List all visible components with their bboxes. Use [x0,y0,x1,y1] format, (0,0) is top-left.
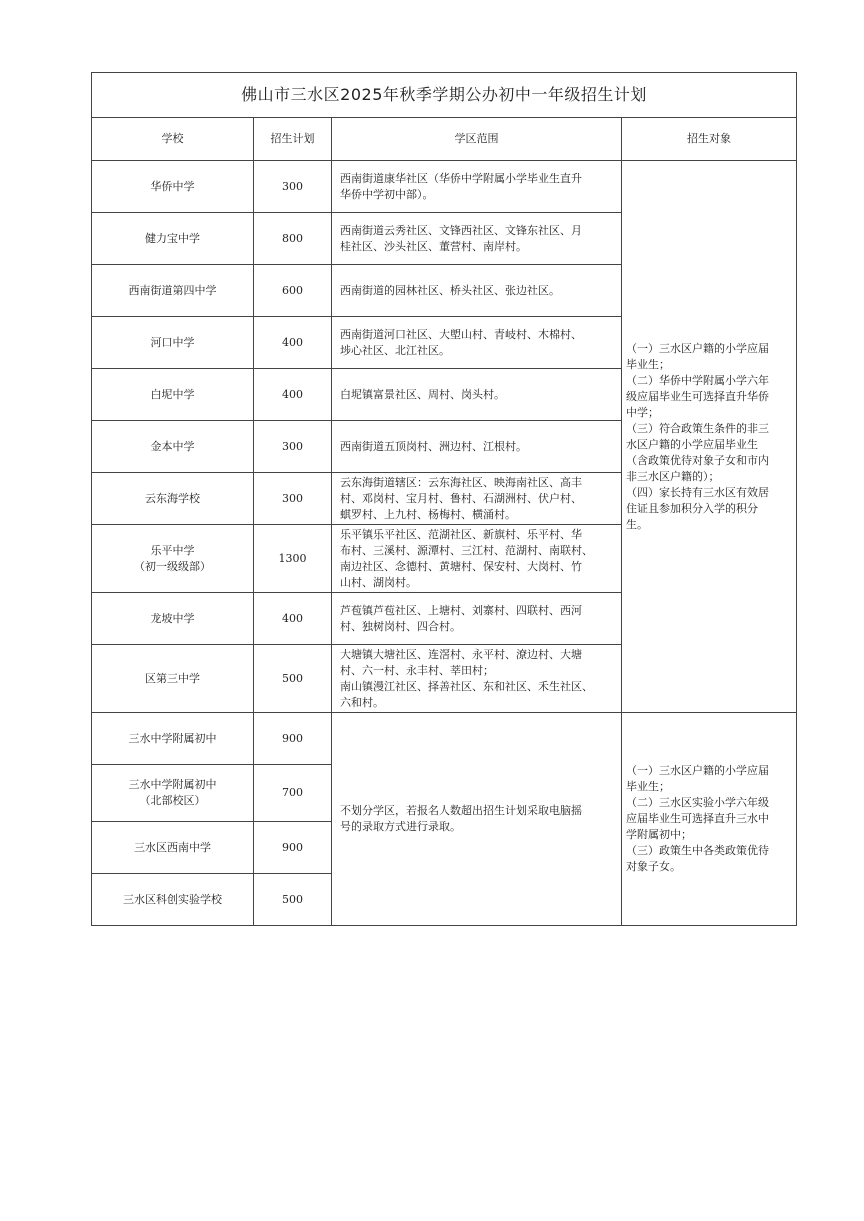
plan-cell: 900 [254,822,332,874]
school-name: 华侨中学 [150,179,195,193]
scope-line: 乐平镇乐平社区、范湖社区、新旗村、乐平村、华 [340,527,582,541]
school-name: 白坭中学 [150,387,195,401]
scope-cell [332,265,622,317]
target-line: 级应届毕业生可选择直升华侨 [626,389,769,403]
target-line: 学附属初中； [626,828,692,841]
plan-cell: 400 [254,317,332,369]
scope-line: 云东海街道辖区：云东海社区、映海南社区、高丰 [340,475,582,489]
target-line: （三）政策生中各类政策优待 [626,844,769,857]
target-line: 非三水区户籍的）； [626,469,720,483]
school-name: 三水区科创实验学校 [123,892,222,906]
plan-cell: 400 [254,593,332,645]
scope-line: 华侨中学初中部）。 [340,187,434,201]
target-line: （含政策优待对象子女和市内 [626,453,769,467]
school-cell [92,473,254,525]
school-cell [92,369,254,421]
enrollment-plan-sheet [91,72,796,926]
school-cell [92,593,254,645]
header-plan: 招生计划 [254,118,332,161]
scope-line: 埗心社区、北江社区。 [340,343,450,357]
target-line: （一）三水区户籍的小学应届 [626,764,769,777]
target-line: 水区户籍的小学应届毕业生 [626,437,758,451]
school-cell [92,317,254,369]
school-cell [92,822,254,874]
table-row [92,713,797,765]
plan-cell: 300 [254,421,332,473]
scope-line: 村、六一村、永丰村、莘田村； [340,663,494,677]
scope-cell-group2 [332,713,622,926]
plan-cell: 700 [254,765,332,822]
header-row [92,118,797,161]
scope-line: 大塘镇大塘社区、连滘村、永平村、潦边村、大塘 [340,647,582,661]
school-name: 龙坡中学 [150,611,195,625]
table-row [92,161,797,213]
plan-cell: 1300 [254,525,332,593]
scope-line: 山村、湖岗村。 [340,575,417,589]
target-line: 中学； [626,405,659,419]
target-line: （三）符合政策生条件的非三 [626,421,769,435]
target-line: 应届毕业生可选择直升三水中 [626,812,769,825]
school-name: 云东海学校 [145,491,200,505]
scope-line: 南边社区、念德村、黄塘村、保安村、大岗村、竹 [340,559,582,573]
school-cell [92,161,254,213]
school-cell [92,525,254,593]
school-cell [92,645,254,713]
scope-line: 号的录取方式进行录取。 [340,820,461,833]
school-cell [92,713,254,765]
plan-cell: 300 [254,473,332,525]
header-school: 学校 [92,118,254,161]
plan-cell: 500 [254,874,332,926]
scope-line: 西南街道云秀社区、文锋西社区、文锋东社区、月 [340,223,582,237]
plan-cell: 500 [254,645,332,713]
school-cell [92,265,254,317]
school-name: 三水区西南中学 [134,840,211,854]
plan-cell: 800 [254,213,332,265]
target-line: （一）三水区户籍的小学应届 [626,341,769,355]
school-name: （北部校区） [139,794,206,807]
scope-cell [332,525,622,593]
scope-line: 蜞罗村、上九村、杨梅村、横涌村。 [340,507,516,521]
scope-line: 六和村。 [340,695,384,709]
scope-cell [332,421,622,473]
scope-line: 西南街道的园林社区、桥头社区、张边社区。 [340,283,560,297]
scope-line: 西南街道五顶岗村、洲边村、江根村。 [340,439,527,453]
scope-cell [332,317,622,369]
school-cell [92,421,254,473]
header-target: 招生对象 [622,118,797,161]
scope-cell [332,213,622,265]
scope-line: 西南街道康华社区（华侨中学附属小学毕业生直升 [340,171,582,185]
target-line: （四）家长持有三水区有效居 [626,485,769,499]
scope-cell [332,473,622,525]
scope-cell [332,161,622,213]
scope-line: 村、邓岗村、宝月村、鲁村、石湖洲村、伏户村、 [340,491,582,505]
target-line: 毕业生； [626,780,670,793]
school-cell [92,213,254,265]
scope-line: 布村、三溪村、源潭村、三江村、范湖村、南联村、 [340,543,593,557]
scope-line: 不划分学区，若报名人数超出招生计划采取电脑摇 [340,804,582,817]
scope-line: 芦苞镇芦苞社区、上塘村、刘寨村、四联村、西河 [340,603,582,617]
plan-cell: 400 [254,369,332,421]
target-line: 对象子女。 [626,860,681,873]
target-line: （二）华侨中学附属小学六年 [626,373,769,387]
title-row [92,73,797,118]
target-line: 住证且参加积分入学的积分 [626,501,758,515]
school-cell [92,874,254,926]
scope-line: 桂社区、沙头社区、董营村、南岸村。 [340,239,527,253]
enrollment-table [91,72,797,926]
scope-line: 西南街道河口社区、大塱山村、青岐村、木棉村、 [340,327,582,341]
scope-cell [332,369,622,421]
scope-cell [332,645,622,713]
school-name: （初一级级部） [134,559,211,573]
target-line: 毕业生； [626,357,670,371]
scope-line: 白坭镇富景社区、周村、岗头村。 [340,387,505,401]
school-cell [92,765,254,822]
school-name: 西南街道第四中学 [128,283,217,297]
school-name: 三水中学附属初中 [128,778,217,791]
scope-cell [332,593,622,645]
plan-cell: 900 [254,713,332,765]
school-name: 河口中学 [150,335,195,349]
scope-line: 村、独树岗村、四合村。 [340,619,461,633]
school-name: 区第三中学 [145,671,200,685]
scope-line: 南山镇漫江社区、择善社区、东和社区、禾生社区、 [340,679,593,693]
target-cell-group2 [622,713,797,926]
school-name: 金本中学 [150,439,195,453]
target-cell-group1 [622,161,797,713]
school-name: 健力宝中学 [145,231,200,245]
school-name: 乐平中学 [150,543,195,557]
plan-cell: 600 [254,265,332,317]
plan-cell: 300 [254,161,332,213]
header-scope: 学区范围 [332,118,622,161]
table-title: 佛山市三水区2025年秋季学期公办初中一年级招生计划 [92,73,797,118]
target-line: 生。 [626,517,648,531]
school-name: 三水中学附属初中 [128,731,217,745]
target-line: （二）三水区实验小学六年级 [626,796,769,809]
